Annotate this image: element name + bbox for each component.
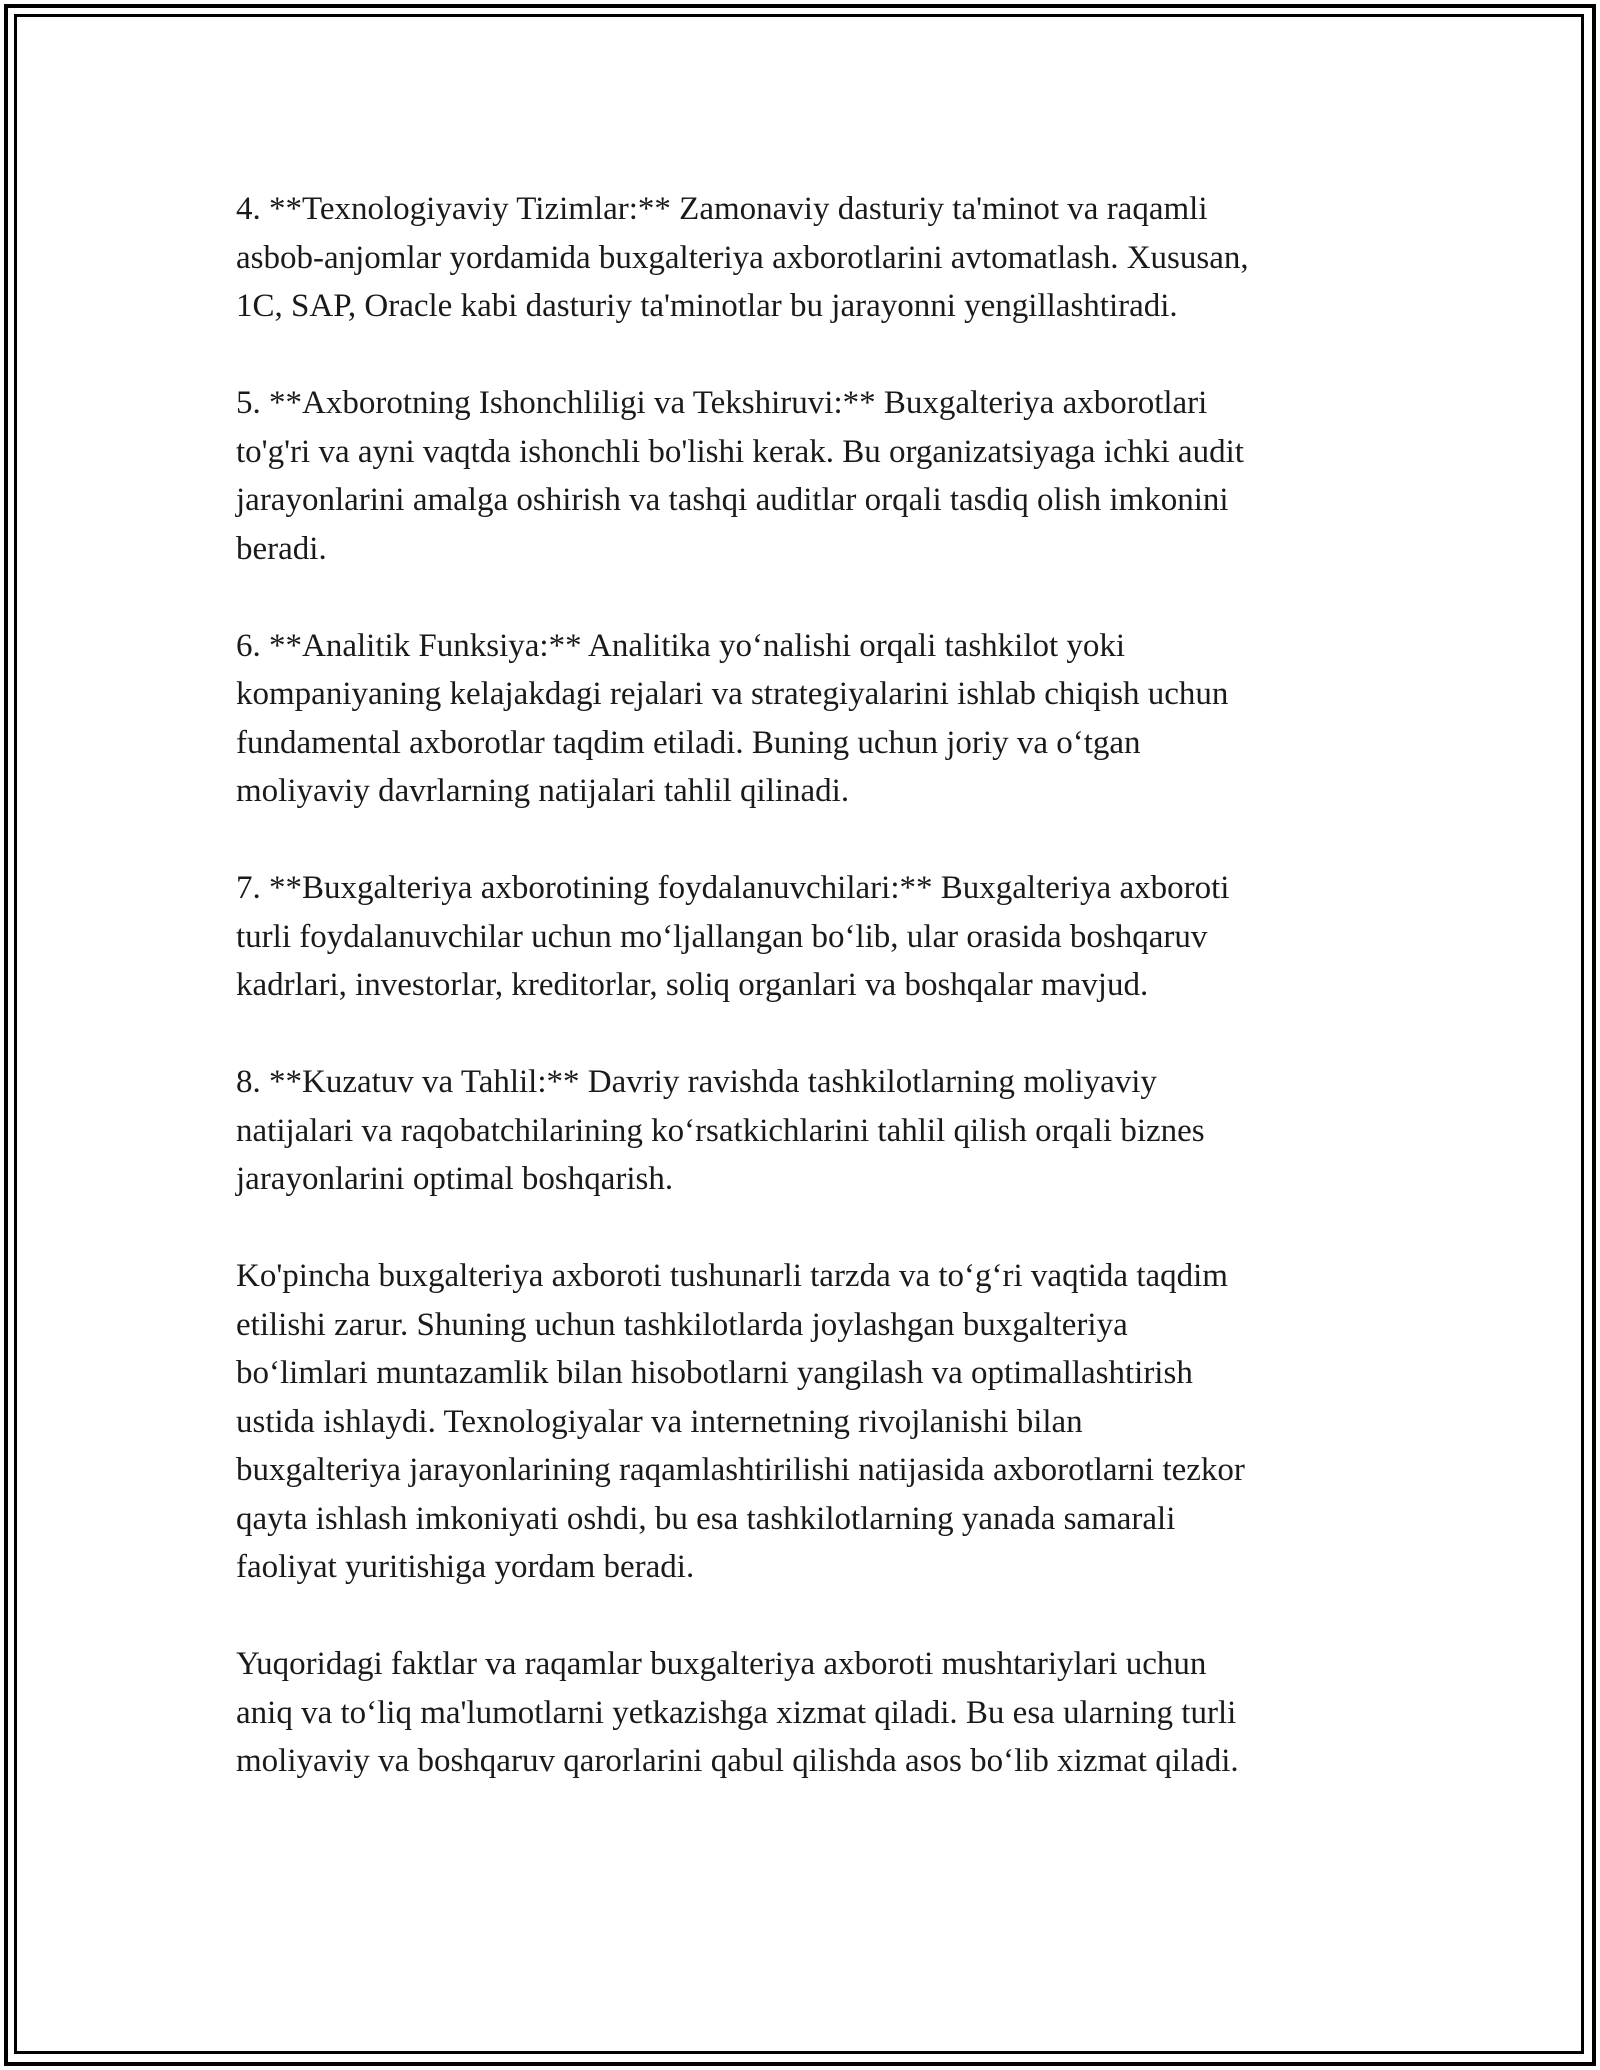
text-line: moliyaviy va boshqaruv qarorlarini qabul qilishda asos bo‘lib xizmat qiladi. <box>236 1743 1239 1779</box>
document-body <box>236 185 1396 1834</box>
text-line: ustida ishlaydi. Texnologiyalar va internetning rivojlanishi bilan <box>236 1403 1083 1440</box>
paragraph <box>236 185 1396 331</box>
text-line: Ko'pincha buxgalteriya axboroti tushunarli tarzda va to‘g‘ri vaqtida taqdim <box>236 1258 1228 1294</box>
text-line: etilishi zarur. Shuning uchun tashkilotlarda joylashgan buxgalteriya <box>236 1306 1128 1343</box>
text-line: 7. **Buxgalteriya axborotining foydalanuvchilari:** Buxgalteriya axboroti <box>236 870 1230 906</box>
text-line: faoliyat yuritishiga yordam beradi. <box>236 1549 695 1585</box>
text-line: kompaniyaning kelajakdagi rejalari va strategiyalarini ishlab chiqish uchun <box>236 676 1229 712</box>
text-line: to'g'ri va ayni vaqtda ishonchli bo'lishi kerak. Bu organizatsiyaga ichki audit <box>236 433 1244 470</box>
text-line: kadrlari, investorlar, kreditorlar, soliq organlari va boshqalar mavjud. <box>236 967 1149 1003</box>
text-line: 6. **Analitik Funksiya:** Analitika yo‘nalishi orqali tashkilot yoki <box>236 627 1126 664</box>
text-line: moliyaviy davrlarning natijalari tahlil qilinadi. <box>236 773 850 809</box>
text-line: aniq va to‘liq ma'lumotlarni yetkazishga xizmat qiladi. Bu esa ularning turli <box>236 1694 1237 1731</box>
text-line: qayta ishlash imkoniyati oshdi, bu esa tashkilotlarning yanada samarali <box>236 1500 1176 1537</box>
text-line: fundamental axborotlar taqdim etiladi. Buning uchun joriy va o‘tgan <box>236 724 1141 761</box>
text-line: natijalari va raqobatchilarining ko‘rsatkichlarini tahlil qilish orqali biznes <box>236 1112 1205 1149</box>
paragraph <box>236 1058 1396 1204</box>
text-line: jarayonlarini optimal boshqarish. <box>236 1161 674 1197</box>
text-line: buxgalteriya jarayonlarining raqamlashtirilishi natijasida axborotlarni tezkor <box>236 1452 1245 1488</box>
paragraph <box>236 1640 1396 1786</box>
text-line: 5. **Axborotning Ishonchliligi va Tekshiruvi:** Buxgalteriya axborotlari <box>236 385 1208 421</box>
text-line: 8. **Kuzatuv va Tahlil:** Davriy ravishda tashkilotlarning moliyaviy <box>236 1064 1157 1100</box>
text-line: 4. **Texnologiyaviy Tizimlar:** Zamonaviy dasturiy ta'minot va raqamli <box>236 191 1208 227</box>
paragraph <box>236 1252 1396 1592</box>
text-line: jarayonlarini amalga oshirish va tashqi auditlar orqali tasdiq olish imkonini <box>236 482 1229 518</box>
paragraph <box>236 622 1396 816</box>
text-line: asbob-anjomlar yordamida buxgalteriya axborotlarini avtomatlash. Xususan, <box>236 239 1249 276</box>
text-line: beradi. <box>236 530 327 567</box>
text-line: bo‘limlari muntazamlik bilan hisobotlarni yangilash va optimallashtirish <box>236 1355 1193 1391</box>
text-line: 1C, SAP, Oracle kabi dasturiy ta'minotlar bu jarayonni yengillashtiradi. <box>236 288 1178 324</box>
paragraph <box>236 864 1396 1010</box>
text-line: Yuqoridagi faktlar va raqamlar buxgalteriya axboroti mushtariylari uchun <box>236 1646 1207 1682</box>
paragraph <box>236 379 1396 573</box>
text-line: turli foydalanuvchilar uchun mo‘ljallangan bo‘lib, ular orasida boshqaruv <box>236 918 1208 955</box>
